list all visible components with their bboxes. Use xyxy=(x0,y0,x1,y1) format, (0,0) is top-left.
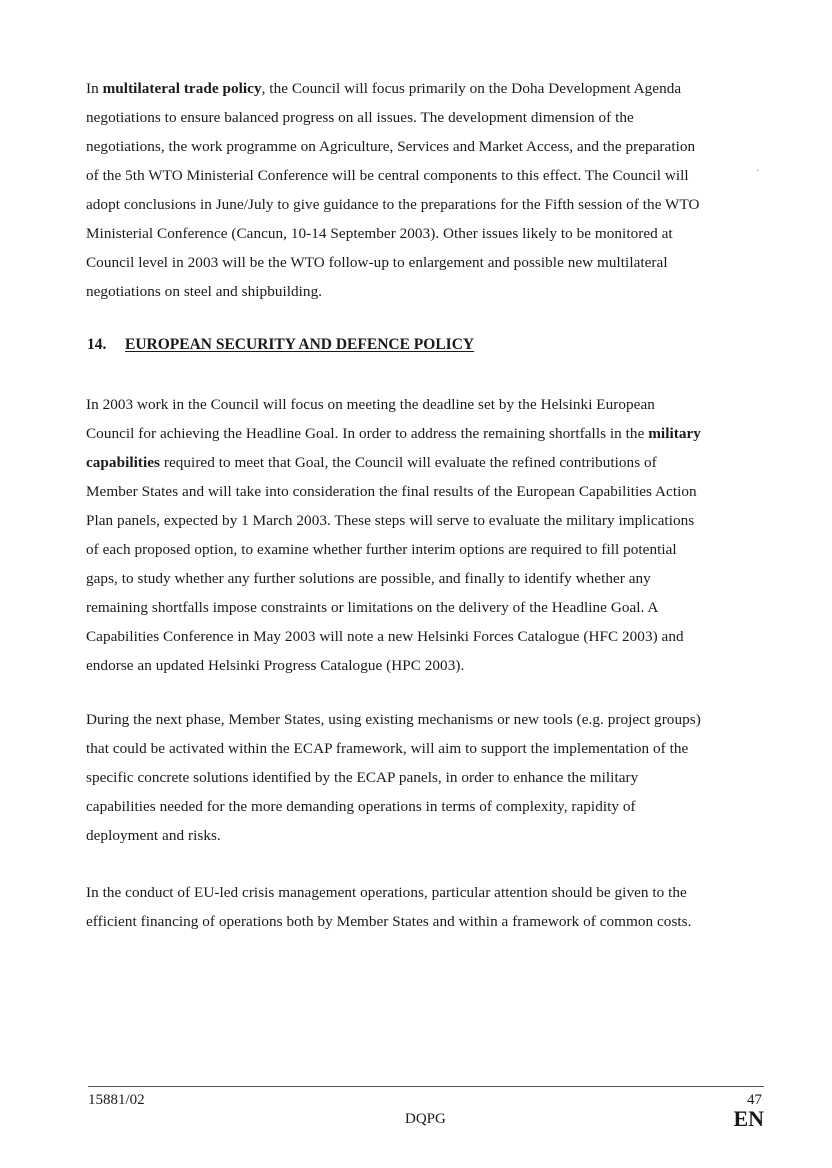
paragraph-line: gaps, to study whether any further solutions are possible, and finally to identify whether any xyxy=(86,570,651,587)
bold-term-military: military xyxy=(648,425,701,442)
page-number: 47 xyxy=(747,1092,762,1108)
scan-artifact-mark: · xyxy=(756,166,760,177)
paragraph-line: remaining shortfalls impose constraints or limitations on the delivery of the Headline Goal. A xyxy=(86,599,659,616)
paragraph-line: Council for achieving the Headline Goal. In order to address the remaining shortfalls in the military xyxy=(86,425,701,442)
section-number: 14. xyxy=(87,336,107,353)
paragraph-line: negotiations on steel and shipbuilding. xyxy=(86,283,323,300)
paragraph-line: of each proposed option, to examine whether further interim options are required to fill potential xyxy=(86,541,677,558)
paragraph-line: In 2003 work in the Council will focus on meeting the deadline set by the Helsinki European xyxy=(86,396,655,413)
paragraph-line: efficient financing of operations both by Member States and within a framework of common costs. xyxy=(86,913,692,930)
paragraph-line: During the next phase, Member States, using existing mechanisms or new tools (e.g. project groups) xyxy=(86,711,701,728)
paragraph-line: Plan panels, expected by 1 March 2003. These steps will serve to evaluate the military implications xyxy=(86,512,695,529)
paragraph-line: negotiations to ensure balanced progress on all issues. The development dimension of the xyxy=(86,109,634,126)
paragraph-line: Ministerial Conference (Cancun, 10-14 September 2003). Other issues likely to be monitored at xyxy=(86,225,673,242)
bold-term-multilateral-trade-policy: multilateral trade policy xyxy=(102,80,262,97)
paragraph-line: endorse an updated Helsinki Progress Catalogue (HPC 2003). xyxy=(86,657,465,674)
bold-term-capabilities: capabilities xyxy=(86,454,161,471)
trade-policy-paragraph xyxy=(86,74,762,306)
paragraph-line: Member States and will take into consideration the final results of the European Capabilities Action xyxy=(86,483,697,500)
paragraph-line: capabilities required to meet that Goal, the Council will evaluate the refined contributions of xyxy=(86,454,657,471)
paragraph-line: Capabilities Conference in May 2003 will note a new Helsinki Forces Catalogue (HFC 2003) and xyxy=(86,628,684,645)
next-phase-paragraph xyxy=(86,705,762,850)
paragraph-line: specific concrete solutions identified by the ECAP panels, in order to enhance the military xyxy=(86,769,639,786)
paragraph-line: adopt conclusions in June/July to give guidance to the preparations for the Fifth session of the WTO xyxy=(86,196,700,213)
section-heading xyxy=(87,336,474,354)
paragraph-line: of the 5th WTO Ministerial Conference will be central components to this effect. The Council will xyxy=(86,167,689,184)
language-code: EN xyxy=(733,1106,764,1131)
paragraph-line: capabilities needed for the more demanding operations in terms of complexity, rapidity of xyxy=(86,798,636,815)
paragraph-line: deployment and risks. xyxy=(86,827,221,844)
footer-divider xyxy=(88,1086,764,1087)
paragraph-line: In multilateral trade policy, the Council will focus primarily on the Doha Development Agenda xyxy=(86,80,682,97)
paragraph-line: negotiations, the work programme on Agriculture, Services and Market Access, and the preparation xyxy=(86,138,696,155)
paragraph-line: Council level in 2003 will be the WTO follow-up to enlargement and possible new multilateral xyxy=(86,254,668,271)
document-reference: 15881/02 xyxy=(88,1092,145,1108)
crisis-management-paragraph xyxy=(86,878,762,936)
department-code: DQPG xyxy=(405,1111,446,1127)
esdp-paragraph xyxy=(86,390,762,680)
paragraph-line: that could be activated within the ECAP framework, will aim to support the implementation of the xyxy=(86,740,689,757)
paragraph-line: In the conduct of EU-led crisis management operations, particular attention should be given to the xyxy=(86,884,687,901)
section-title: EUROPEAN SECURITY AND DEFENCE POLICY xyxy=(125,336,475,353)
